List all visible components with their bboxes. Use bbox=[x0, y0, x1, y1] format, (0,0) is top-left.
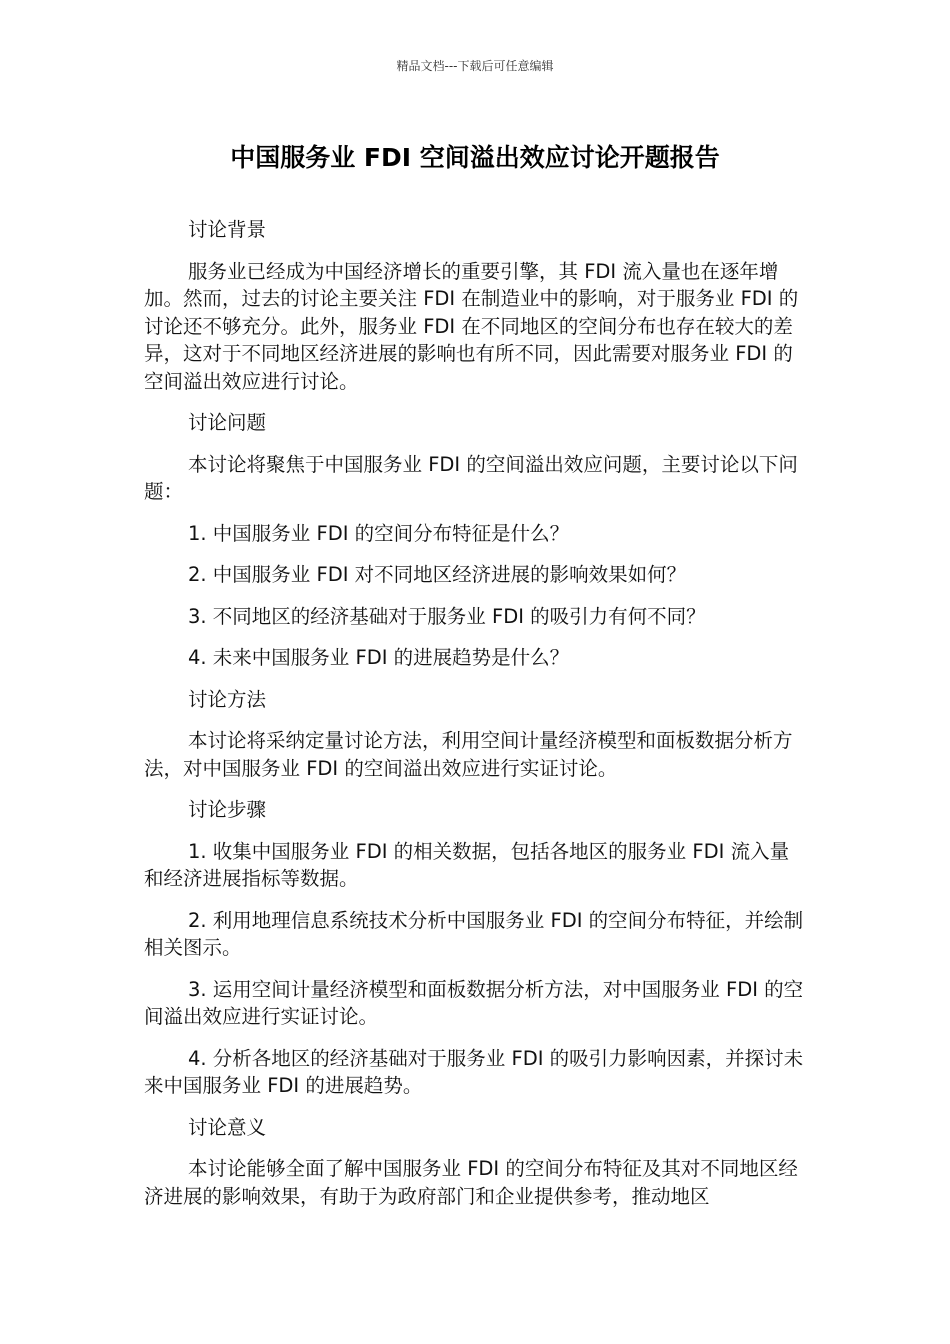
section-heading-steps: 讨论步骤 bbox=[188, 798, 267, 821]
question-item-3: 3. 不同地区的经济基础对于服务业 FDI 的吸引力有何不同？ bbox=[188, 604, 706, 628]
questions-intro: 本讨论将聚焦于中国服务业 FDI 的空间溢出效应问题，主要讨论以下问题： bbox=[144, 452, 798, 503]
section-heading-background: 讨论背景 bbox=[188, 218, 267, 241]
question-item-4: 4. 未来中国服务业 FDI 的进展趋势是什么？ bbox=[188, 646, 570, 669]
section-heading-methods: 讨论方法 bbox=[188, 687, 267, 711]
header-note: 精品文档---下载后可任意编辑 bbox=[396, 59, 554, 73]
section-heading-questions: 讨论问题 bbox=[188, 411, 267, 434]
methods-paragraph: 本讨论将采纳定量讨论方法，利用空间计量经济模型和面板数据分析方法，对中国服务业 FDI 的空间溢出效应进行实证讨论。 bbox=[144, 729, 793, 780]
step-item-3: 3. 运用空间计量经济模型和面板数据分析方法，对中国服务业 FDI 的空间溢出效应进行实证讨论。 bbox=[144, 977, 804, 1028]
significance-paragraph: 本讨论能够全面了解中国服务业 FDI 的空间分布特征及其对不同地区经济进展的影响效果，有助于为政府部门和企业提供参考，推动地区 bbox=[144, 1157, 798, 1208]
step-item-1: 1. 收集中国服务业 FDI 的相关数据，包括各地区的服务业 FDI 流入量和经济进展指标等数据。 bbox=[144, 839, 790, 890]
background-paragraph: 服务业已经成为中国经济增长的重要引擎，其 FDI 流入量也在逐年增加。然而，过去的讨论主要关注 FDI 在制造业中的影响，对于服务业 FDI 的讨论还不够充分。此外，服务业 FDI 在不同地区的空间分布也存在较大的差异，这对于不同地区经济进展的影响也有所不同，因此需要对服务业 FDI 的空间溢出效应进行讨论。 bbox=[144, 259, 799, 393]
step-item-2: 2. 利用地理信息系统技术分析中国服务业 FDI 的空间分布特征，并绘制相关图示。 bbox=[144, 908, 804, 959]
question-item-1: 1. 中国服务业 FDI 的空间分布特征是什么？ bbox=[188, 521, 570, 545]
step-item-4: 4. 分析各地区的经济基础对于服务业 FDI 的吸引力影响因素，并探讨未来中国服务业 FDI 的进展趋势。 bbox=[144, 1046, 804, 1097]
question-item-2: 2. 中国服务业 FDI 对不同地区经济进展的影响效果如何？ bbox=[188, 563, 687, 586]
document-body bbox=[144, 216, 808, 1224]
document-title: 中国服务业 FDI 空间溢出效应讨论开题报告 bbox=[230, 143, 720, 172]
section-heading-significance: 讨论意义 bbox=[188, 1115, 267, 1139]
